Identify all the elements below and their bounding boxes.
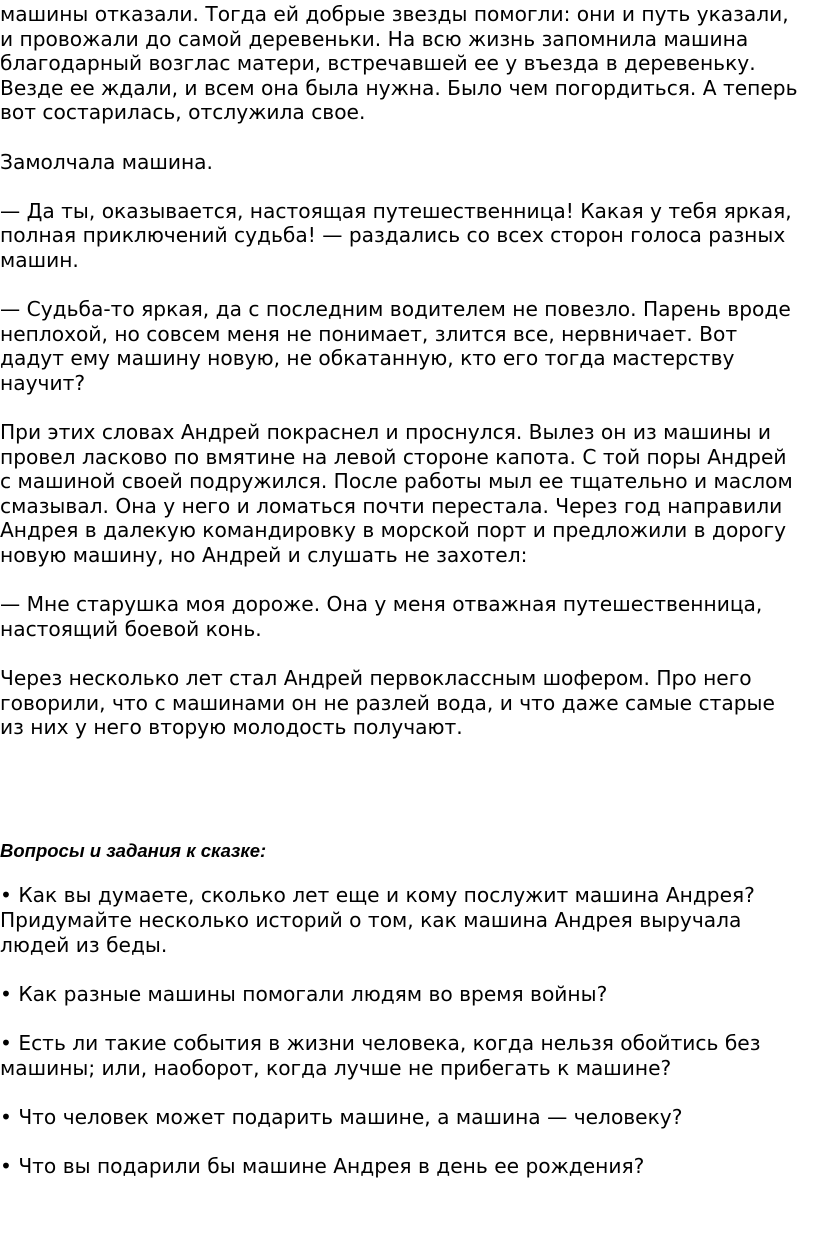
text-line: машин. <box>0 247 79 272</box>
text-line: неплохой, но совсем меня не понимает, злится все, нервничает. Вот <box>0 321 738 346</box>
text-line: научит? <box>0 370 86 395</box>
text-line: машины; или, наоборот, когда лучше не прибегать к машине? <box>0 1055 672 1080</box>
spacer <box>0 764 816 819</box>
text-line: • Есть ли такие события в жизни человека, когда нельзя обойтись без <box>0 1030 761 1055</box>
text-line: • Как разные машины помогали людям во время войны? <box>0 981 608 1006</box>
question-item <box>0 883 816 957</box>
text-line: машины отказали. Тогда ей добрые звезды помогли: они и путь указали, <box>0 2 789 26</box>
text-line: полная приключений судьба! — раздались со всех сторон голоса разных <box>0 223 786 248</box>
question-item <box>0 1031 816 1080</box>
text-line: Везде ее ждали, и всем она была нужна. Было чем погордиться. А теперь <box>0 75 798 100</box>
text-line: • Что вы подарили бы машине Андрея в день ее рождения? <box>0 1153 645 1178</box>
text-line: с машиной своей подружился. После работы мыл ее тщательно и маслом <box>0 469 793 494</box>
text-line: вот состарилась, отслужила свое. <box>0 100 366 125</box>
story-paragraph <box>0 199 816 273</box>
text-line: Замолчала машина. <box>0 149 213 174</box>
text-line: — Да ты, оказывается, настоящая путешественница! Какая у тебя яркая, <box>0 198 792 223</box>
text-line: При этих словах Андрей покраснел и проснулся. Вылез он из машины и <box>0 420 772 445</box>
text-line: и провожали до самой деревеньки. На всю жизнь запомнила машина <box>0 26 749 51</box>
story-paragraph <box>0 297 816 395</box>
story-paragraph <box>0 2 816 125</box>
text-line: Андрея в далекую командировку в морской порт и предложили в дорогу <box>0 518 787 543</box>
text-line: настоящий боевой конь. <box>0 616 262 641</box>
text-line: говорили, что с машинами он не разлей вода, и что даже самые старые <box>0 690 775 715</box>
question-item <box>0 982 816 1007</box>
text-line: новую машину, но Андрей и слушать не захотел: <box>0 543 528 568</box>
text-line: из них у него вторую молодость получают. <box>0 715 463 740</box>
questions-heading: Вопросы и задания к сказке: <box>0 840 267 862</box>
question-item <box>0 1105 816 1130</box>
text-line: дадут ему машину новую, не обкатанную, кто его тогда мастерству <box>0 346 735 371</box>
text-line: • Как вы думаете, сколько лет еще и кому послужит машина Андрея? <box>0 883 755 908</box>
text-line: людей из беды. <box>0 932 168 957</box>
text-line: — Судьба-то яркая, да с последним водителем не повезло. Парень вроде <box>0 297 791 322</box>
story-paragraph <box>0 666 816 740</box>
text-line: благодарный возглас матери, встречавшей ее у въезда в деревеньку. <box>0 51 756 76</box>
text-line: Придумайте несколько историй о том, как машина Андрея выручала <box>0 908 742 932</box>
text-line: — Мне старушка моя дороже. Она у меня отважная путешественница, <box>0 592 763 617</box>
story-paragraph <box>0 150 816 175</box>
text-line: провел ласково по вмятине на левой стороне капота. С той поры Андрей <box>0 444 787 469</box>
story-paragraph <box>0 592 816 641</box>
text-line: • Что человек может подарить машине, а машина — человеку? <box>0 1104 683 1129</box>
story-paragraph <box>0 420 816 568</box>
question-item <box>0 1154 816 1179</box>
text-line: смазывал. Она у него и ломаться почти перестала. Через год направили <box>0 493 783 518</box>
text-line: Через несколько лет стал Андрей первоклассным шофером. Про него <box>0 666 752 691</box>
